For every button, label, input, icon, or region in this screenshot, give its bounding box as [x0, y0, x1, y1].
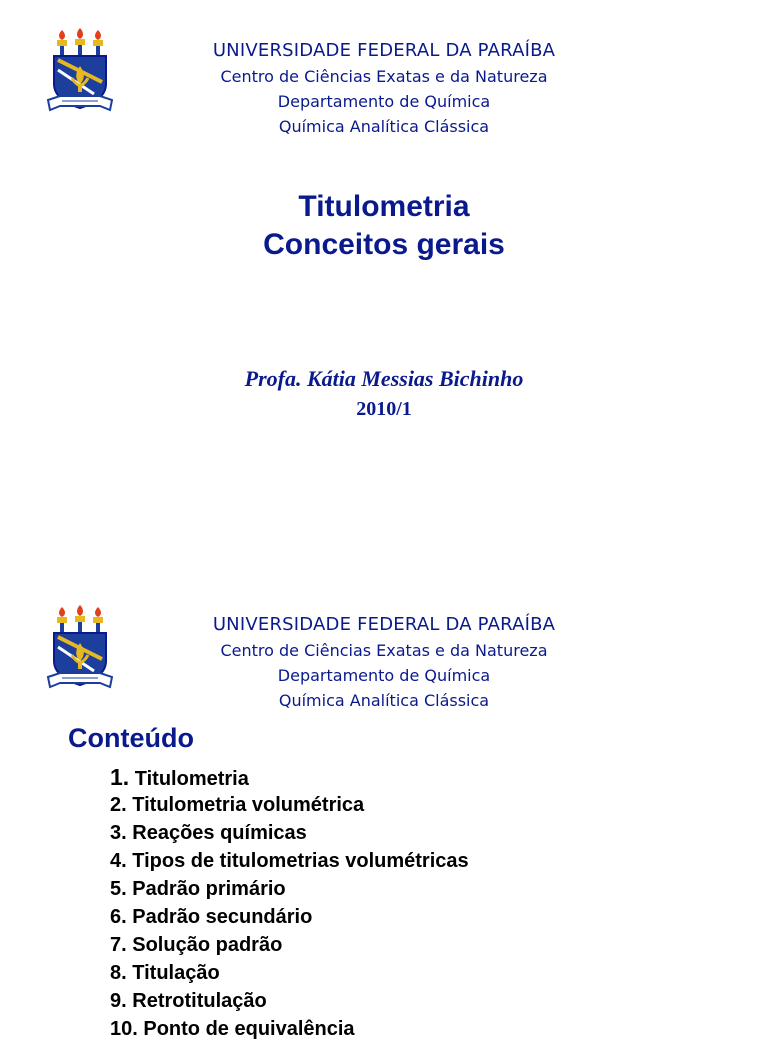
university-name: UNIVERSIDADE FEDERAL DA PARAÍBA: [212, 614, 556, 635]
contents-list: [110, 763, 469, 1043]
item-number: 1.: [110, 764, 130, 790]
item-text: Reações químicas: [132, 822, 307, 844]
item-number: 3.: [110, 822, 127, 844]
department-name: Departamento de Química: [277, 92, 491, 111]
item-text: Titulação: [132, 962, 220, 984]
title-line-2: Conceitos gerais: [263, 228, 505, 261]
author-name: Profa. Kátia Messias Bichinho: [244, 366, 524, 391]
course-name: Química Analítica Clássica: [278, 117, 490, 136]
center-name: Centro de Ciências Exatas e da Natureza: [220, 67, 548, 86]
item-number: 8.: [110, 962, 127, 984]
item-text: Padrão primário: [132, 878, 286, 900]
item-number: 6.: [110, 906, 127, 928]
list-item: [110, 875, 469, 903]
list-item: [110, 791, 469, 819]
item-text: Titulometria volumétrica: [132, 794, 365, 816]
item-text: Padrão secundário: [132, 906, 313, 928]
year: 2010/1: [356, 398, 412, 420]
list-item: [110, 1015, 469, 1043]
item-text: Retrotitulação: [132, 990, 267, 1012]
institution-header: [0, 612, 768, 713]
list-item: [110, 847, 469, 875]
item-number: 10.: [110, 1018, 138, 1040]
item-text: Titulometria: [134, 768, 249, 790]
contents-slide: [0, 580, 768, 1040]
list-item: [110, 931, 469, 959]
center-name: Centro de Ciências Exatas e da Natureza: [220, 641, 548, 660]
list-item: [110, 987, 469, 1015]
department-name: Departamento de Química: [277, 666, 491, 685]
university-name: UNIVERSIDADE FEDERAL DA PARAÍBA: [212, 40, 556, 61]
slide-title: [0, 188, 768, 264]
author-block: [0, 364, 768, 424]
title-line-1: Titulometria: [298, 190, 470, 223]
contents-heading: Conteúdo: [68, 723, 194, 753]
list-item: [110, 959, 469, 987]
institution-header: [0, 38, 768, 139]
item-number: 7.: [110, 934, 127, 956]
item-number: 2.: [110, 794, 127, 816]
item-number: 9.: [110, 990, 127, 1012]
list-item: [110, 903, 469, 931]
item-number: 5.: [110, 878, 127, 900]
course-name: Química Analítica Clássica: [278, 691, 490, 710]
item-text: Ponto de equivalência: [143, 1018, 355, 1040]
list-item: [110, 763, 469, 791]
item-number: 4.: [110, 850, 127, 872]
list-item: [110, 819, 469, 847]
item-text: Tipos de titulometrias volumétricas: [132, 850, 469, 872]
item-text: Solução padrão: [132, 934, 283, 956]
